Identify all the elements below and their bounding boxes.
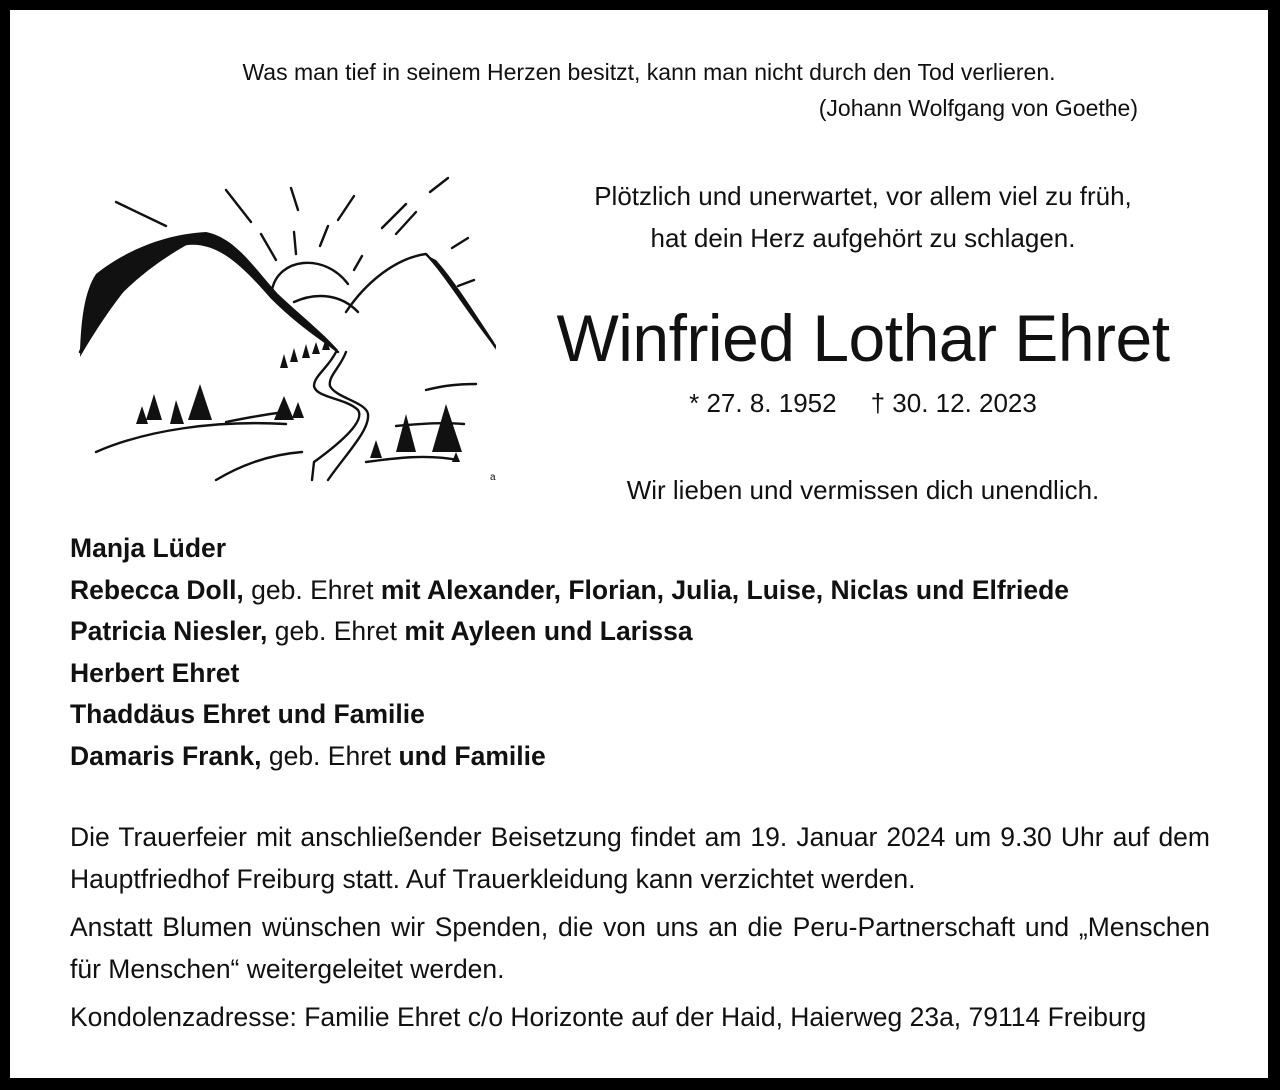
family-member: Rebecca Doll, geb. Ehret mit Alexander, Florian, Julia, Luise, Niclas und Elfriede: [70, 574, 1070, 605]
condolence-address: Kondolenzadresse: Familie Ehret c/o Horizonte auf der Haid, Haierweg 23a, 79114 Freiburg: [70, 1002, 1147, 1032]
intro-line-1: Plötzlich und unerwartet, vor allem viel zu früh,: [594, 181, 1132, 211]
family-member: Manja Lüder: [70, 533, 227, 563]
deceased-name: Winfried Lothar Ehret: [556, 301, 1170, 375]
trees: [136, 338, 462, 462]
obituary-notice: [10, 10, 1268, 1078]
mountain-sunrise-illustration: [66, 162, 496, 482]
family-member: Thaddäus Ehret und Familie: [70, 699, 425, 729]
family-list: [70, 528, 1069, 777]
family-member: Patricia Niesler, geb. Ehret mit Ayleen und Larissa: [70, 616, 693, 646]
love-line: Wir lieben und vermissen dich unendlich.: [626, 475, 1100, 505]
intro-text: [510, 175, 1216, 259]
sun: [272, 263, 348, 290]
intro-line-2: hat dein Herz aufgehört zu schlagen.: [650, 223, 1076, 253]
quote-text: Was man tief in seinem Herzen besitzt, kann man nicht durch den Tod verlieren.: [242, 59, 1056, 85]
right-mountain: [346, 254, 496, 347]
ceremony-notice: Die Trauerfeier mit anschließender Beisetzung findet am 19. Januar 2024 um 9.30 Uhr auf dem Hauptfriedhof Freiburg statt. Auf Trauerkleidung kann verzichtet werden.: [70, 822, 1210, 894]
quote-source: (Johann Wolfgang von Goethe): [818, 95, 1138, 121]
life-dates: [510, 388, 1216, 419]
donation-notice: Anstatt Blumen wünschen wir Spenden, die von uns an die Peru-Partnerschaft und „Menschen für Menschen“ weitergeleitet werden.: [70, 912, 1210, 984]
family-member: Herbert Ehret: [70, 657, 240, 688]
death-date: † 30. 12. 2023: [870, 388, 1037, 418]
birth-date: * 27. 8. 1952: [689, 388, 837, 418]
family-member: Damaris Frank, geb. Ehret und Familie: [70, 740, 546, 771]
notice-texts: [70, 816, 1210, 1044]
artist-signature: a: [490, 472, 496, 482]
